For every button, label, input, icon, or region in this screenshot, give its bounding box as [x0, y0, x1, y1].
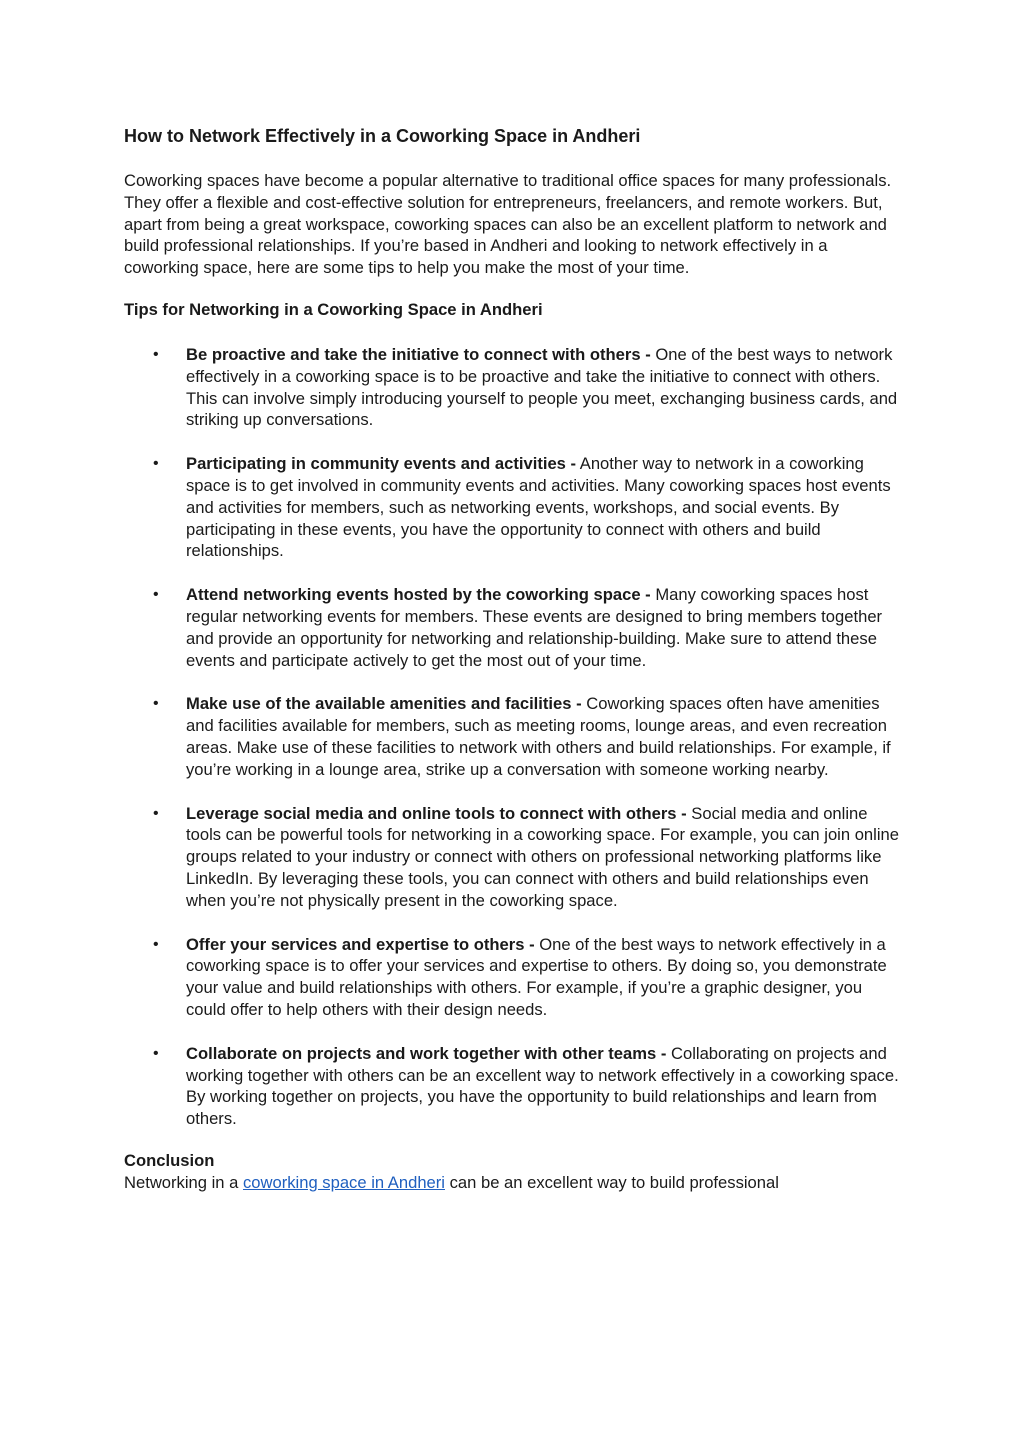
bullet-icon: •	[153, 695, 159, 713]
bullet-icon: •	[153, 345, 159, 363]
document-title: How to Network Effectively in a Coworking Space in Andheri	[124, 126, 641, 146]
tip-item	[124, 803, 904, 912]
tip-body: Collaborating on projects and working together with others can be an excellent way to network effectively in a coworking space. By working together on projects, you have the opportunity to build relationships and learn from others.	[186, 1043, 899, 1129]
tip-heading: Leverage social media and online tools to connect with others -	[186, 803, 687, 823]
conclusion-text-after: can be an excellent way to build professional	[445, 1172, 779, 1192]
conclusion-text-before: Networking in a	[124, 1172, 243, 1192]
bullet-icon: •	[153, 586, 159, 604]
bullet-icon: •	[153, 455, 159, 473]
tip-item	[124, 693, 904, 780]
tip-body: Coworking spaces often have amenities and facilities available for members, such as meeting rooms, lounge areas, and even recreation areas. Make use of these facilities to network with others and build relationships. For example, if you’re working in a lounge area, strike up a conversation with someone working nearby.	[186, 694, 891, 779]
conclusion-heading: Conclusion	[124, 1150, 215, 1170]
tip-item	[124, 1043, 904, 1130]
coworking-andheri-link[interactable]: coworking space in Andheri	[242, 1172, 445, 1192]
tip-heading: Participating in community events and activities -	[186, 454, 577, 474]
tip-body: Another way to network in a coworking space is to get involved in community events and activities. Many coworking spaces host events and activities for members, such as networking events, workshops, and social events. By participating in these events, you have the opportunity to connect with others and build relationships.	[186, 454, 891, 561]
tips-list	[124, 344, 904, 1130]
intro-paragraph: Coworking spaces have become a popular alternative to traditional office spaces for many professionals. They offer a flexible and cost-effective solution for entrepreneurs, freelancers, and remote workers. But, apart from being a great workspace, coworking spaces can also be an excellent platform to network and build professional relationships. If you’re based in Andheri and looking to network effectively in a coworking space, here are some tips to help you make the most of your time.	[124, 171, 892, 278]
tip-heading: Attend networking events hosted by the coworking space -	[186, 585, 651, 605]
tips-heading: Tips for Networking in a Coworking Space in Andheri	[124, 299, 543, 319]
document-page	[124, 124, 904, 1194]
tip-body: Many coworking spaces host regular networking events for members. These events are designed to bring members together and provide an opportunity for networking and relationship-building. Make sure to attend these events and participate actively to get the most out of your time.	[186, 585, 883, 670]
tip-heading: Collaborate on projects and work together with other teams -	[186, 1043, 667, 1063]
tip-item	[124, 344, 904, 431]
tip-heading: Offer your services and expertise to others -	[186, 934, 535, 954]
bullet-icon: •	[153, 935, 159, 953]
tip-body: One of the best ways to network effectively in a coworking space is to offer your services and expertise to others. By doing so, you demonstrate your value and build relationships with others. For example, if you’re a graphic designer, you could offer to help others with their design needs.	[186, 934, 887, 1019]
tip-body: One of the best ways to network effectively in a coworking space is to be proactive and take the initiative to connect with others. This can involve simply introducing yourself to people you meet, exchanging business cards, and striking up conversations.	[186, 344, 898, 430]
tip-item	[124, 453, 904, 562]
tip-item	[124, 584, 904, 671]
bullet-icon: •	[153, 804, 159, 822]
bullet-icon: •	[153, 1044, 159, 1062]
tip-body: Social media and online tools can be powerful tools for networking in a coworking space. For example, you can join online groups related to your industry or connect with others on professional networking platforms like LinkedIn. By leveraging these tools, you can connect with others and build relationships even when you’re not physically present in the coworking space.	[186, 803, 899, 910]
tip-item	[124, 934, 904, 1021]
conclusion-paragraph	[124, 1172, 904, 1194]
tip-heading: Make use of the available amenities and facilities -	[186, 694, 582, 714]
tip-heading: Be proactive and take the initiative to connect with others -	[186, 344, 651, 364]
